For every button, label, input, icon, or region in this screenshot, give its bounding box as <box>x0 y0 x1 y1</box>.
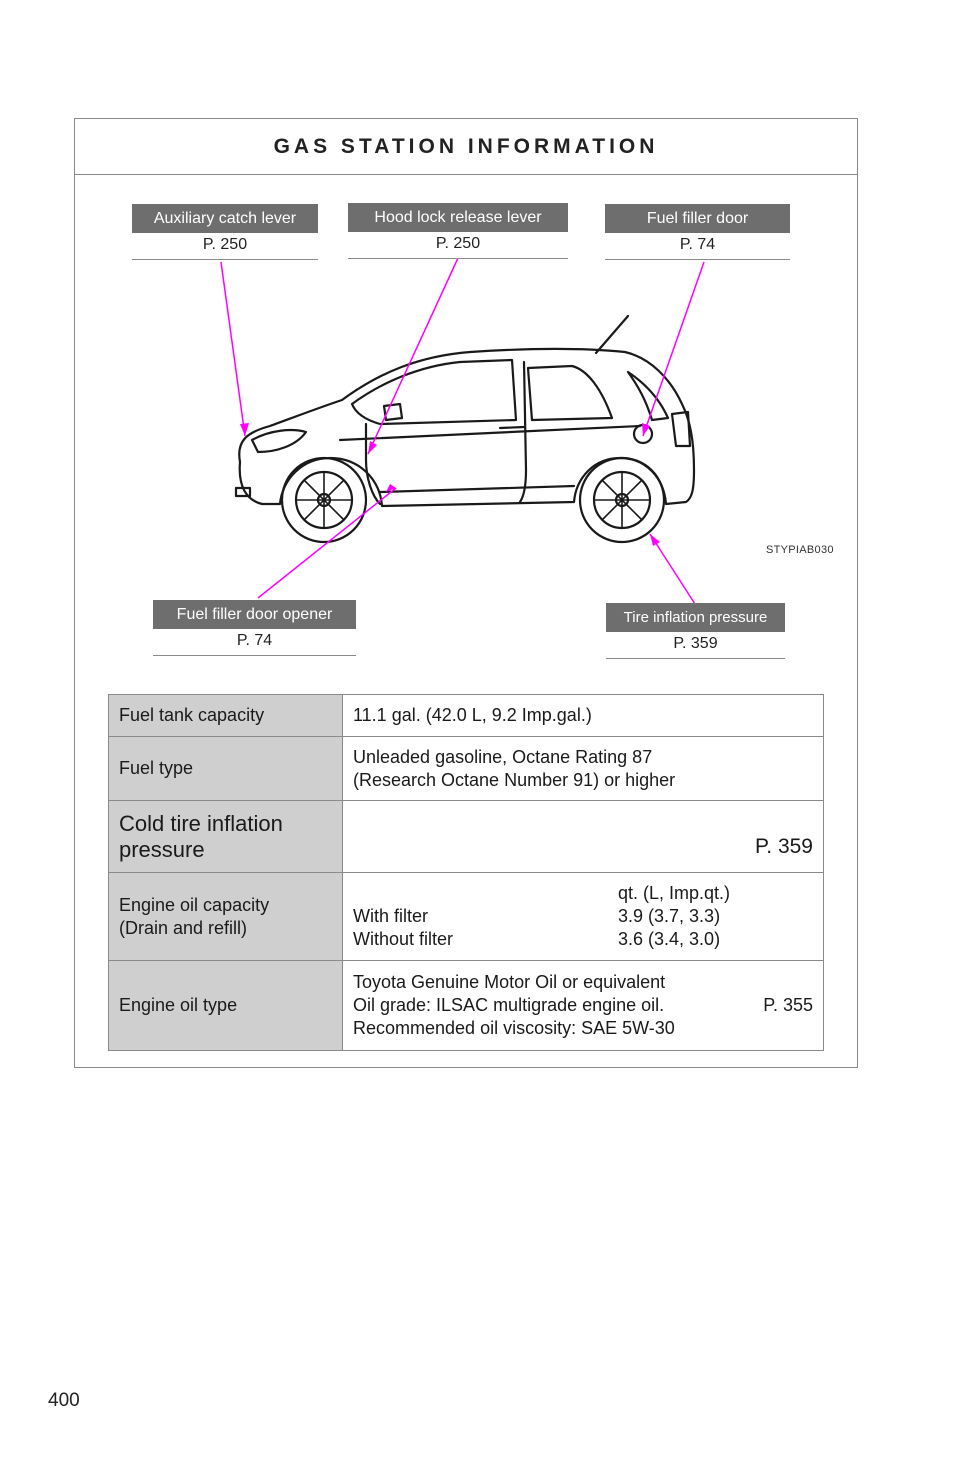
callout-page-ref[interactable]: P. 250 <box>202 236 248 253</box>
leader-tire-pressure <box>650 534 695 604</box>
car-diagram <box>0 0 960 700</box>
cold-tire-label <box>109 801 343 873</box>
without-filter-label: Without filter <box>353 929 454 949</box>
oil-type-line3: Recommended oil viscosity: SAE 5W-30 <box>353 1018 675 1038</box>
quarter-window <box>628 372 668 420</box>
callout-page-ref[interactable]: P. 74 <box>236 632 273 649</box>
rear-spokes <box>594 472 650 528</box>
side-crease <box>340 426 640 440</box>
callout-rule <box>606 658 785 659</box>
cold-tire-label-line2: pressure <box>119 836 205 862</box>
oil-type-line1: Toyota Genuine Motor Oil or equivalent <box>353 972 666 992</box>
callout-tire-inflation-pressure <box>606 603 785 659</box>
oil-capacity-label-line1: Engine oil capacity <box>119 894 270 915</box>
callout-fuel-filler-door-opener <box>153 600 356 656</box>
table-row <box>109 801 824 873</box>
door-handle <box>500 427 524 428</box>
callout-label: Auxiliary catch lever <box>132 204 318 233</box>
oil-capacity-unit: qt. (L, Imp.qt.) <box>618 883 731 903</box>
leader-arrowheads <box>240 423 660 546</box>
rear-window <box>528 366 612 420</box>
oil-capacity-label <box>109 873 343 961</box>
oil-type-value <box>343 961 824 1051</box>
page-title: GAS STATION INFORMATION <box>273 134 659 158</box>
with-filter-value: 3.9 (3.7, 3.3) <box>618 906 721 926</box>
leader-fuel-door <box>643 262 704 436</box>
headlight <box>252 430 306 452</box>
table-row <box>109 873 824 961</box>
page-number: 400 <box>48 1390 80 1411</box>
oil-capacity-value <box>343 873 824 961</box>
rocker-line <box>380 486 574 492</box>
fuel-type-label: Fuel type <box>109 737 343 801</box>
fuel-tank-value: 11.1 gal. (42.0 L, 9.2 Imp.gal.) <box>343 695 824 737</box>
oil-capacity-label-line2: (Drain and refill) <box>119 917 248 938</box>
callout-rule <box>348 258 568 259</box>
table-row <box>109 737 824 801</box>
spec-table <box>108 694 824 1051</box>
leader-auxiliary-catch <box>221 262 245 436</box>
callout-rule <box>132 259 318 260</box>
oil-type-line2-row <box>353 994 813 1017</box>
front-spokes <box>296 472 352 528</box>
callout-page-ref[interactable]: P. 74 <box>679 236 716 253</box>
callout-rule <box>605 259 790 260</box>
front-window <box>352 360 516 424</box>
oil-type-line2: Oil grade: ILSAC multigrade engine oil. <box>353 995 665 1015</box>
fuel-type-value <box>343 737 824 801</box>
taillight <box>672 412 690 446</box>
oil-capacity-grid <box>353 882 813 951</box>
table-row <box>109 695 824 737</box>
oil-type-label: Engine oil type <box>109 961 343 1051</box>
without-filter-value: 3.6 (3.4, 3.0) <box>618 929 721 949</box>
callout-label: Fuel filler door opener <box>153 600 356 629</box>
oil-type-page-ref[interactable]: P. 355 <box>763 995 813 1015</box>
table-row <box>109 961 824 1051</box>
callout-page-ref[interactable]: P. 359 <box>673 635 718 652</box>
cold-tire-label-line1: Cold tire inflation <box>119 810 283 836</box>
fuel-tank-label: Fuel tank capacity <box>109 695 343 737</box>
oil-capacity-spacer <box>353 882 618 905</box>
illustration-code: STYPIAB030 <box>766 544 834 556</box>
callout-auxiliary-catch-lever <box>132 204 318 260</box>
fuel-type-line1: Unleaded gasoline, Octane Rating 87 <box>353 746 653 767</box>
callout-fuel-filler-door <box>605 204 790 260</box>
callout-label: Fuel filler door <box>605 204 790 233</box>
callout-page-ref[interactable]: P. 250 <box>435 235 481 252</box>
door-line <box>366 424 380 504</box>
antenna-line <box>596 316 628 353</box>
callout-label: Tire inflation pressure <box>606 603 785 632</box>
cold-tire-page-ref[interactable]: P. 359 <box>343 801 824 873</box>
callout-label: Hood lock release lever <box>348 203 568 232</box>
with-filter-label: With filter <box>353 906 429 926</box>
callout-rule <box>153 655 356 656</box>
callout-hood-lock-release-lever <box>348 203 568 259</box>
fuel-type-line2: (Research Octane Number 91) or higher <box>353 769 676 790</box>
